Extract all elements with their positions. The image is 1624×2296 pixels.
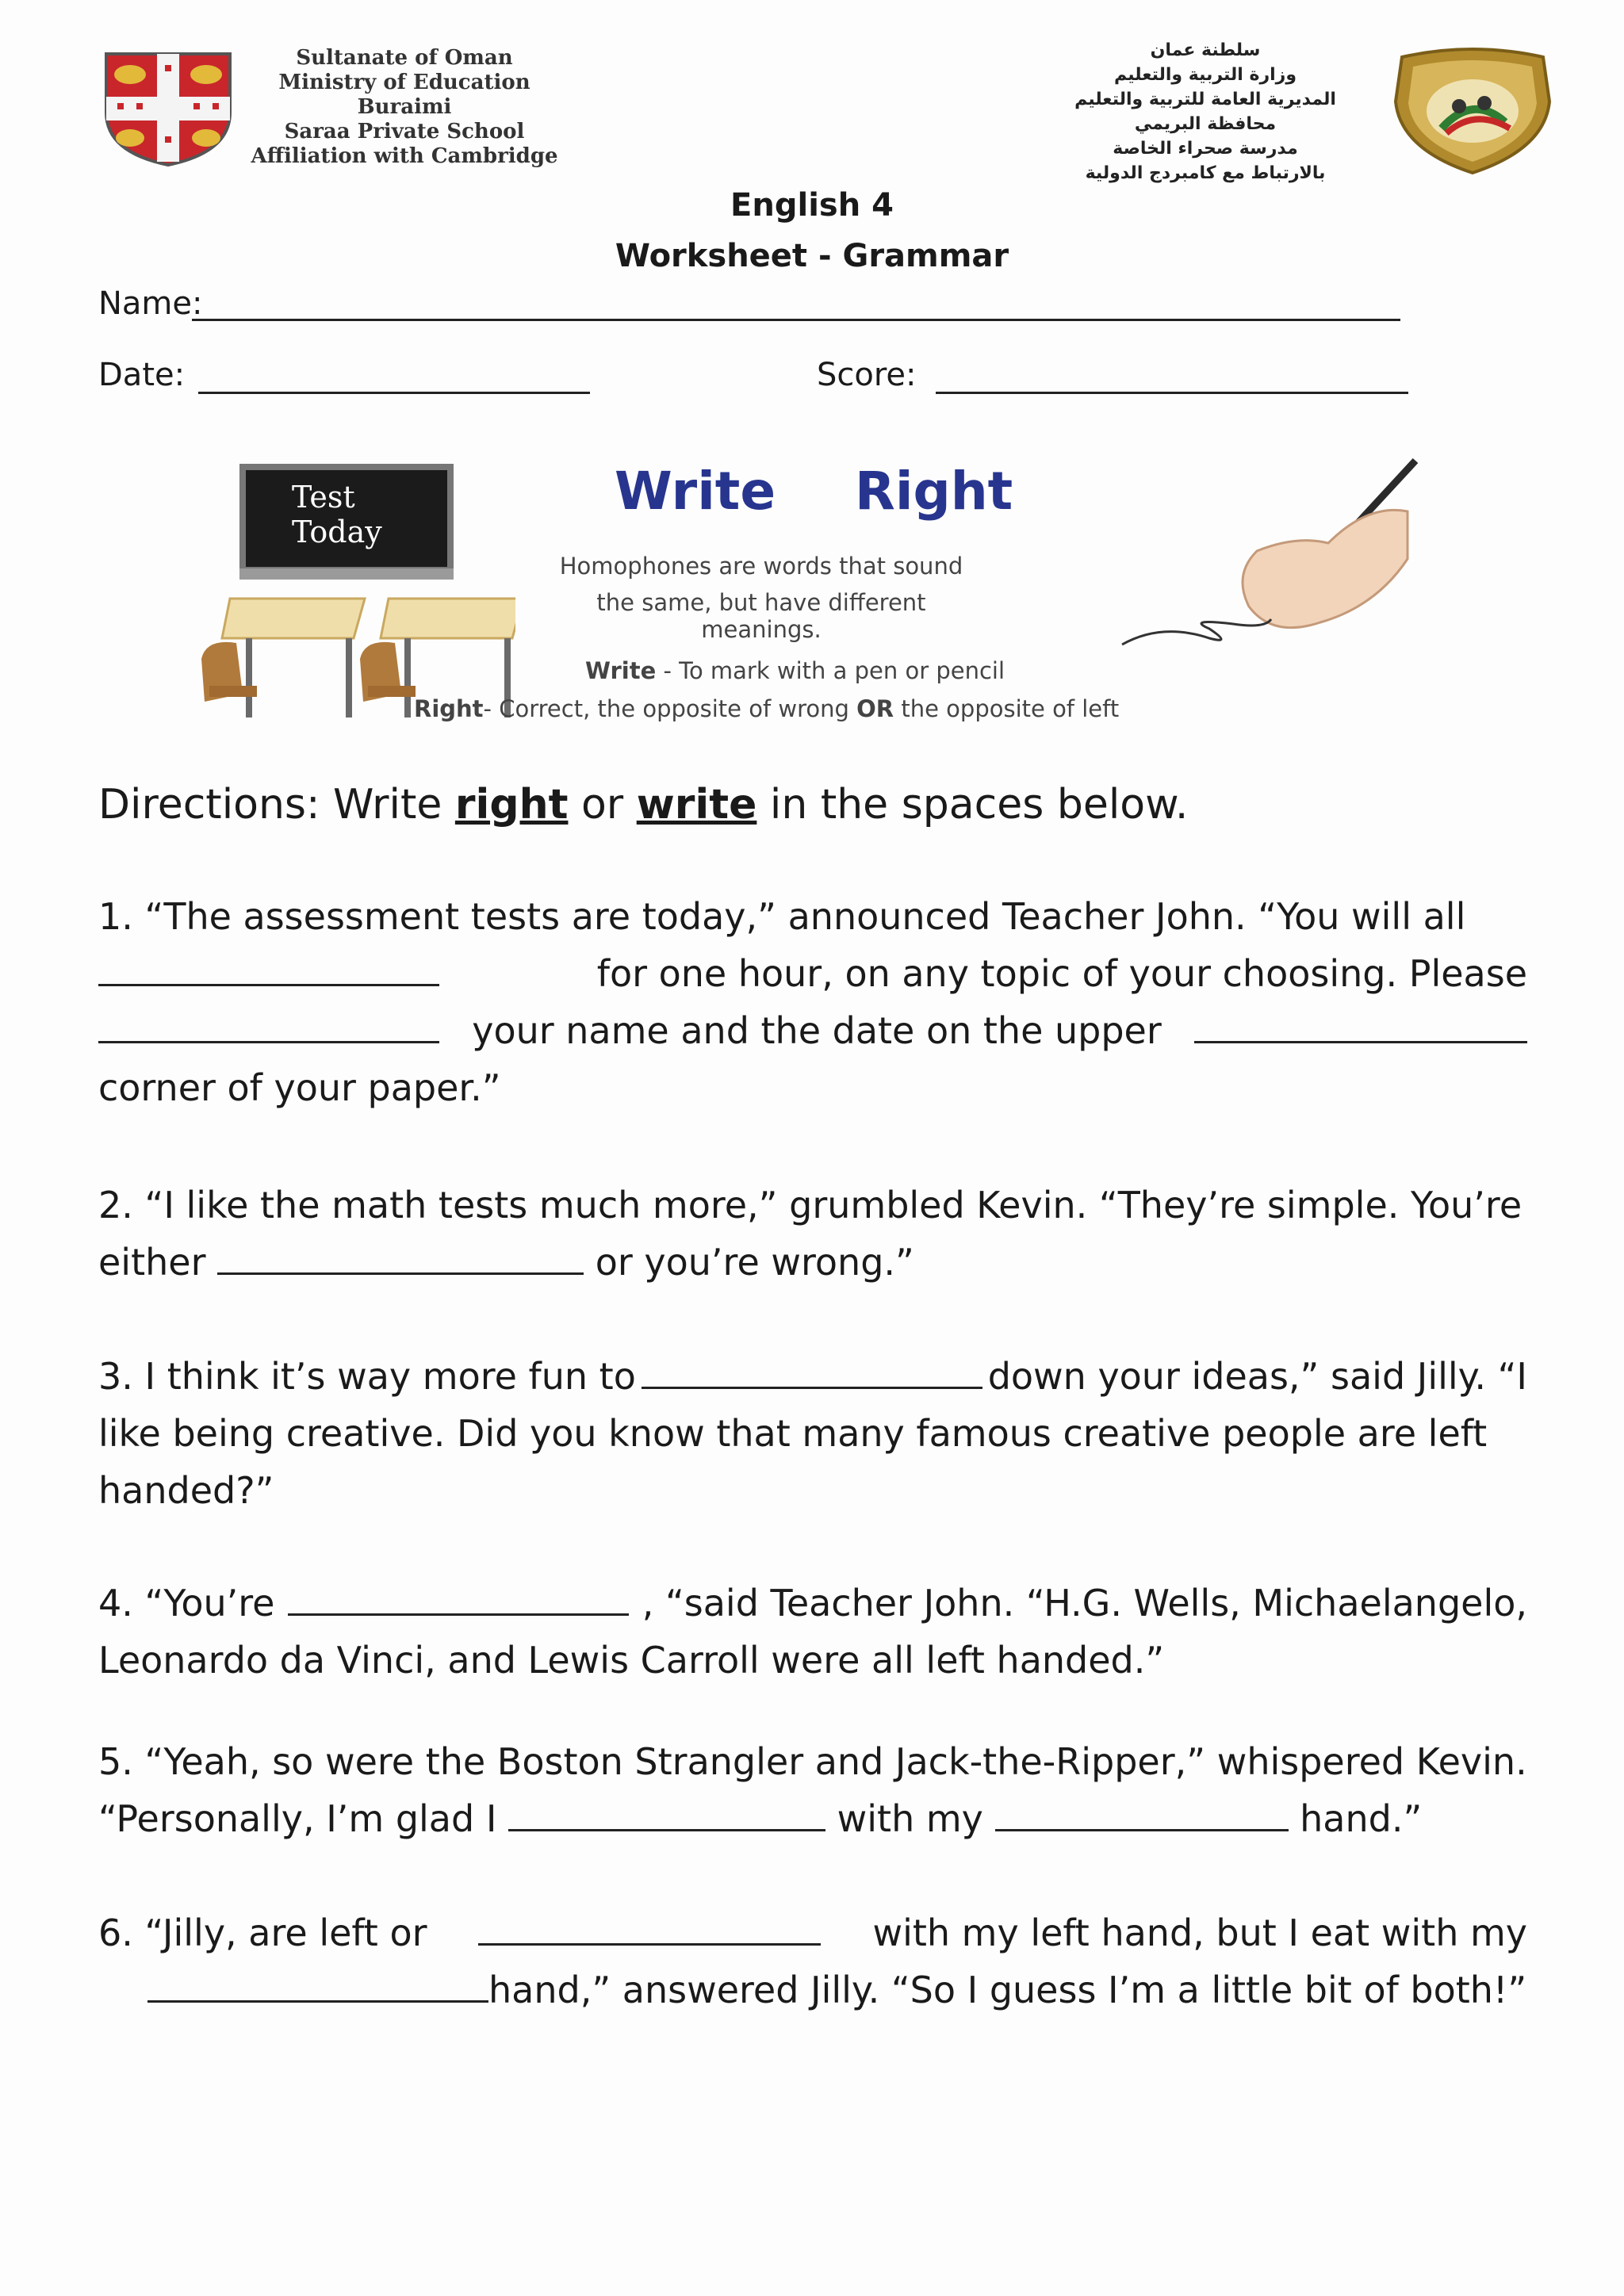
date-label: Date:: [98, 357, 186, 393]
name-line[interactable]: [192, 319, 1400, 321]
question-4: 4. “You’re , “said Teacher John. “H.G. Wells, Michaelangelo, Leonardo da Vinci, and Lewis Carroll were all left handed.”: [98, 1582, 1527, 1682]
question-2: 2. “I like the math tests much more,” grumbled Kevin. “They’re simple. You’re either or you’re wrong.”: [98, 1184, 1522, 1284]
answer-blank[interactable]: [478, 1911, 821, 1946]
answer-blank[interactable]: [217, 1241, 584, 1275]
answer-blank[interactable]: [995, 1797, 1289, 1831]
answer-blank[interactable]: [508, 1797, 825, 1831]
answer-blank[interactable]: [642, 1355, 982, 1389]
cambridge-crest-logo: [102, 49, 235, 168]
question-5: 5. “Yeah, so were the Boston Strangler and Jack-the-Ripper,” whispered Kevin. “Personally, I’m glad I with my hand.”: [98, 1740, 1527, 1840]
keyword-right: right: [454, 781, 569, 828]
answer-blank[interactable]: [288, 1582, 629, 1616]
banner-title-write: Write: [615, 461, 776, 522]
homophone-definition: Homophones are words that sound the same, but have different meanings.: [559, 553, 963, 643]
name-label: Name:: [98, 285, 203, 322]
banner-title-right: Right: [855, 461, 1013, 522]
homophones-banner: [198, 456, 1423, 729]
keyword-write: write: [636, 781, 757, 828]
question-3: 3. I think it’s way more fun to down your ideas,” said Jilly. “I like being creative. Did you know that many famous creative people are left handed?”: [98, 1355, 1527, 1512]
directions: Directions: Write right or write in the spaces below.: [98, 781, 1189, 828]
worksheet-subtitle: Worksheet - Grammar: [615, 238, 1009, 274]
right-definition: Right- Correct, the opposite of wrong OR the opposite of left: [414, 695, 1120, 722]
answer-blank[interactable]: [98, 952, 439, 986]
school-emblem-logo: [1386, 46, 1559, 178]
write-definition: Write - To mark with a pen or pencil: [585, 657, 1005, 684]
answer-blank[interactable]: [98, 1009, 439, 1043]
question-6: 6. “Jilly, are left or with my left hand, but I eat with my hand,” answered Jilly. “So I guess I’m a little bit of both!”: [98, 1911, 1527, 2011]
score-label: Score:: [817, 357, 917, 393]
score-line[interactable]: [936, 392, 1408, 394]
chalkboard-text: Test Today: [292, 480, 382, 549]
hand-writing-pen-image: [1114, 456, 1423, 662]
answer-blank[interactable]: [1194, 1009, 1527, 1043]
school-name-english: Sultanate of Oman Ministry of Education Buraimi Saraa Private School Affiliation with Cambridge: [251, 46, 558, 168]
answer-blank[interactable]: [147, 1969, 488, 2003]
question-1: 1. “The assessment tests are today,” announced Teacher John. “You will all for one hour, on any topic of your choosing. Please your name and the date on the upper corner of your paper.”: [98, 895, 1527, 1109]
date-line[interactable]: [198, 392, 590, 394]
school-name-arabic: سلطنة عمان وزارة التربية والتعليم المديرية العامة للتربية والتعليم محافظة البريمي مدرسة صحراء الخاصة بالارتباط مع كامبردج الدولية: [1074, 40, 1336, 183]
course-title: English 4: [730, 187, 894, 224]
